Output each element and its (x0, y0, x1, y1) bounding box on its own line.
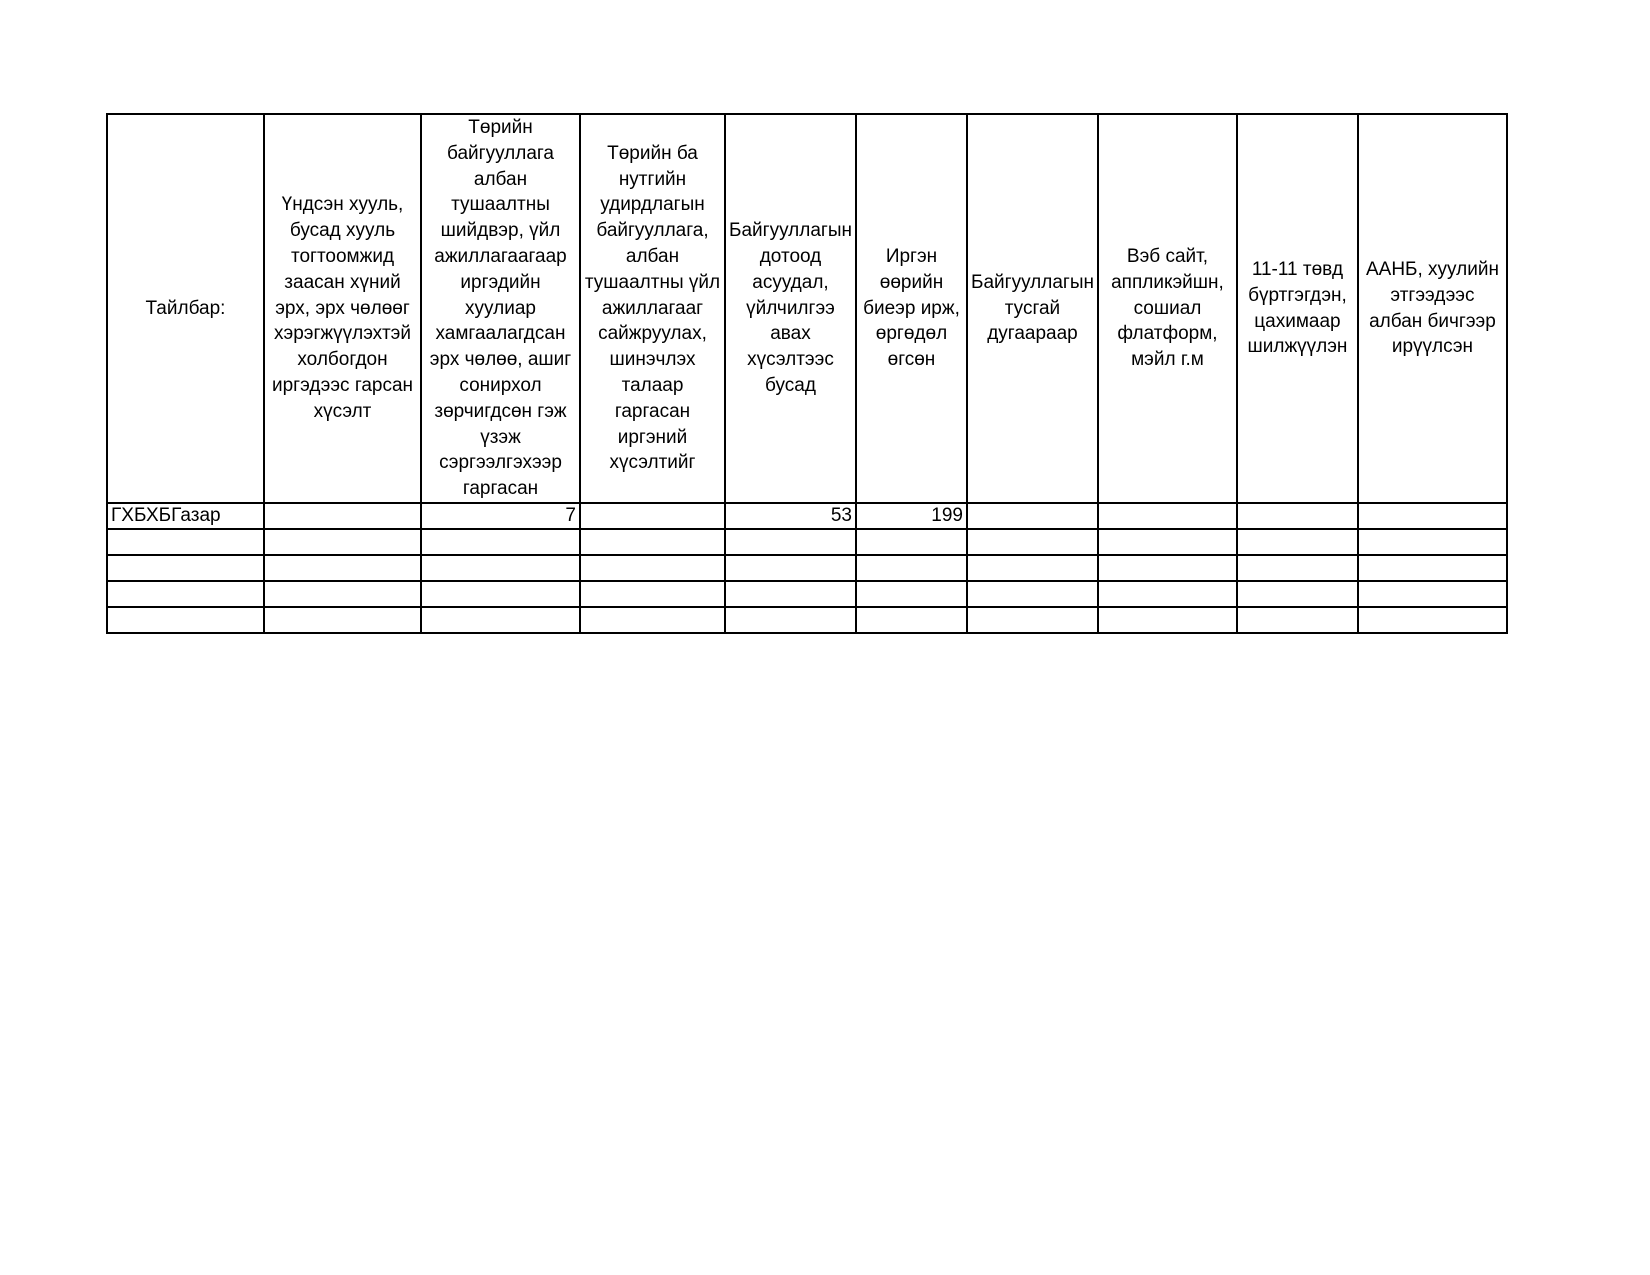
table-cell (967, 529, 1098, 555)
table-cell (967, 581, 1098, 607)
header-cell-description: Тайлбар: (107, 114, 264, 503)
table-cell (725, 555, 856, 581)
table-cell (1098, 581, 1237, 607)
table-cell (421, 581, 580, 607)
table-cell (1098, 503, 1237, 529)
table-cell (580, 529, 725, 555)
table-cell (725, 529, 856, 555)
table-cell (725, 581, 856, 607)
table-cell (856, 581, 967, 607)
table-cell (1098, 555, 1237, 581)
table-cell (107, 555, 264, 581)
table-cell: 53 (725, 503, 856, 529)
table-cell (421, 555, 580, 581)
table-cell: 199 (856, 503, 967, 529)
header-cell-internal-service: Байгууллагын дотоод асуудал, үйлчилгээ авах хүсэлтээс бусад (725, 114, 856, 503)
table-cell (264, 581, 421, 607)
header-cell-improvement-requests: Төрийн ба нутгийн удирдлагын байгууллага, албан тушаалтны үйл ажиллагааг сайжруулах, шинэчлэх талаар гаргасан иргэний хүсэлтийг (580, 114, 725, 503)
table-cell (856, 607, 967, 633)
table-cell (1358, 503, 1507, 529)
complaints-table (106, 113, 1508, 634)
table-cell (264, 607, 421, 633)
header-cell-in-person: Иргэн өөрийн биеэр ирж, өргөдөл өгсөн (856, 114, 967, 503)
table-cell: 7 (421, 503, 580, 529)
header-cell-violated-rights: Төрийн байгууллага албан тушаалтны шийдвэр, үйл ажиллагаагаар иргэдийн хуулиар хамгаалагдсан эрх чөлөө, ашиг сонирхол зөрчигдсөн гэж үзэж сэргээлгэхээр гаргасан (421, 114, 580, 503)
table-row (107, 581, 1507, 607)
table-cell (107, 581, 264, 607)
table-cell (107, 607, 264, 633)
table-cell (421, 607, 580, 633)
table-cell (1237, 503, 1358, 529)
table-cell (856, 555, 967, 581)
table-cell (967, 555, 1098, 581)
table-cell (1358, 607, 1507, 633)
table-cell (967, 503, 1098, 529)
table-cell (725, 607, 856, 633)
table-cell (580, 503, 725, 529)
table-cell (264, 529, 421, 555)
table-row (107, 529, 1507, 555)
table-cell (421, 529, 580, 555)
report-sheet (106, 113, 1508, 634)
table-row (107, 503, 1507, 529)
table-cell (1237, 529, 1358, 555)
table-row (107, 555, 1507, 581)
table-row (107, 607, 1507, 633)
header-row (107, 114, 1507, 503)
table-cell (967, 607, 1098, 633)
table-cell (1098, 529, 1237, 555)
header-cell-online: Вэб сайт, аппликэйшн, сошиал флатформ, мэйл г.м (1098, 114, 1237, 503)
table-cell (1237, 581, 1358, 607)
table-cell (1358, 555, 1507, 581)
table-cell (580, 581, 725, 607)
table-cell (1237, 607, 1358, 633)
table-cell (264, 555, 421, 581)
table-cell (1358, 529, 1507, 555)
table-cell (580, 607, 725, 633)
header-cell-legal-entity-letter: ААНБ, хуулийн этгээдээс албан бичгээр ирүүлсэн (1358, 114, 1507, 503)
table-cell (107, 529, 264, 555)
header-cell-rights-requests: Үндсэн хууль, бусад хууль тогтоомжид заасан хүний эрх, эрх чөлөөг хэрэгжүүлэхтэй холбогдон иргэдээс гарсан хүсэлт (264, 114, 421, 503)
table-cell (264, 503, 421, 529)
table-cell (580, 555, 725, 581)
table-cell: ГХБХБГазар (107, 503, 264, 529)
table-cell (1358, 581, 1507, 607)
table-cell (856, 529, 967, 555)
table-cell (1237, 555, 1358, 581)
header-cell-dedicated-number: Байгууллагын тусгай дугаараар (967, 114, 1098, 503)
header-cell-call-center: 11-11 төвд бүртгэгдэн, цахимаар шилжүүлэн (1237, 114, 1358, 503)
table-cell (1098, 607, 1237, 633)
